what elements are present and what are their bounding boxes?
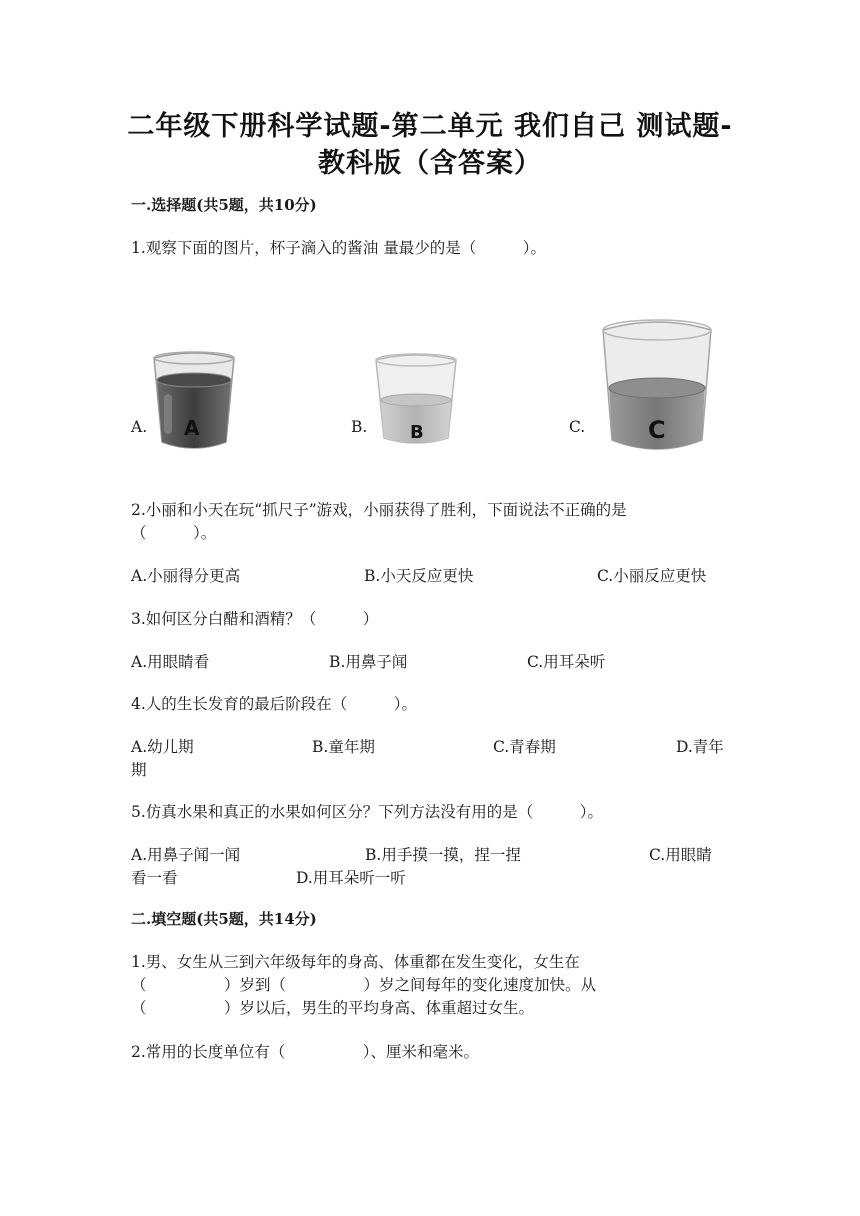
question-4-text: 4.人的生长发育的最后阶段在（ ）。 xyxy=(131,695,418,713)
question-2-option-b: B.小天反应更快 xyxy=(364,567,474,585)
question-3-option-b: B.用鼻子闻 xyxy=(329,653,408,671)
section-heading-choice: 一.选择题(共5题，共10分) xyxy=(131,196,317,214)
cup-b-image xyxy=(372,352,460,448)
question-5-option-d: D.用耳朵听一听 xyxy=(296,869,406,887)
fill-question-2-text: 2.常用的长度单位有（ ）、厘米和毫米。 xyxy=(131,1043,480,1061)
question-4-option-d: D.青年 xyxy=(676,738,724,756)
option-b-label: B. xyxy=(351,418,368,436)
document-title-line2: 教科版（含答案） xyxy=(318,148,542,179)
cup-a-letter: A xyxy=(184,416,200,440)
cup-b-letter: B xyxy=(410,422,424,443)
question-4-option-a: A.幼儿期 xyxy=(131,738,194,756)
question-2-line1: 2.小丽和小天在玩“抓尺子”游戏，小丽获得了胜利，下面说法不正确的是 xyxy=(131,501,627,519)
section-heading-fill-blank: 二.填空题(共5题，共14分) xyxy=(131,910,317,928)
question-3-text: 3.如何区分白醋和酒精？（ ） xyxy=(131,610,379,628)
question-3-option-a: A.用眼睛看 xyxy=(131,653,210,671)
fill-question-1-line1: 1.男、女生从三到六年级每年的身高、体重都在发生变化，女生在 xyxy=(131,953,580,971)
question-3-option-c: C.用耳朵听 xyxy=(527,653,606,671)
question-5-option-c: C.用眼睛 xyxy=(649,846,712,864)
cup-c-image xyxy=(598,316,716,456)
question-1-text: 1.观察下面的图片，杯子滴入的酱油 量最少的是（ ）。 xyxy=(131,239,546,257)
fill-question-1-line2: （ ）岁到（ ）岁之间每年的变化速度加快。从 xyxy=(131,976,597,994)
option-c-label: C. xyxy=(569,418,586,436)
question-4-option-b: B.童年期 xyxy=(312,738,375,756)
option-a-label: A. xyxy=(131,418,148,436)
question-5-option-c-wrap: 看一看 xyxy=(131,869,178,887)
question-5-text: 5.仿真水果和真正的水果如何区分？下列方法没有用的是（ ）。 xyxy=(131,803,604,821)
fill-question-1-line3: （ ）岁以后，男生的平均身高、体重超过女生。 xyxy=(131,999,535,1017)
question-4-option-d-wrap: 期 xyxy=(131,761,147,779)
question-2-option-a: A.小丽得分更高 xyxy=(131,567,241,585)
question-5-option-b: B.用手摸一摸，捏一捏 xyxy=(365,846,521,864)
question-5-option-a: A.用鼻子闻一闻 xyxy=(131,846,241,864)
question-2-line2: （ ）。 xyxy=(131,524,217,542)
cup-a-image xyxy=(150,350,238,454)
question-2-option-c: C.小丽反应更快 xyxy=(597,567,707,585)
cup-c-letter: C xyxy=(648,416,666,444)
question-4-option-c: C.青春期 xyxy=(493,738,556,756)
document-title-line1: 二年级下册科学试题-第二单元 我们自己 测试题- xyxy=(127,111,733,142)
